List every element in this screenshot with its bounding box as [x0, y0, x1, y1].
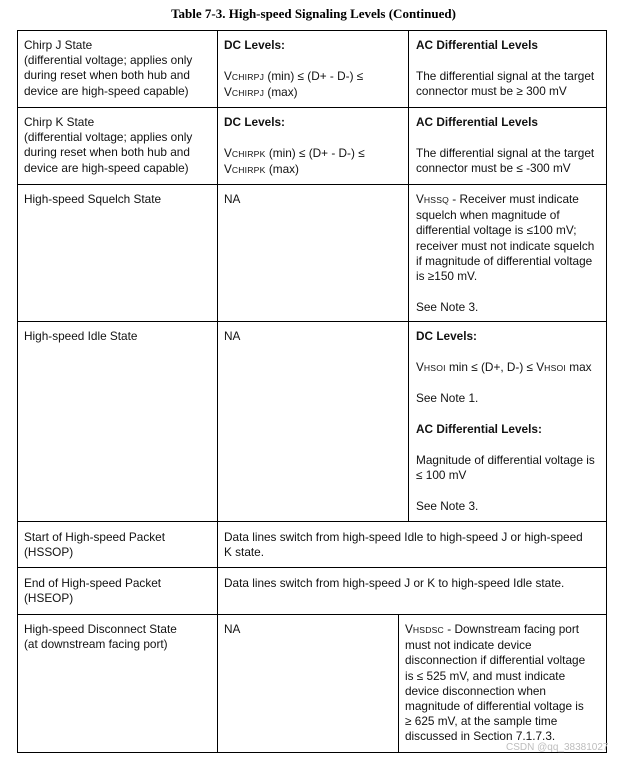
row-divider [17, 614, 607, 615]
column-divider [398, 614, 399, 753]
row-divider [17, 567, 607, 568]
table-title: Table 7-3. High-speed Signaling Levels (Continued) [171, 6, 456, 21]
state-cell-disconnect: High-speed Disconnect State (at downstream facing port) [24, 622, 177, 652]
dc-cell-chirp-k: DC Levels: VCHIRPK (min) ≤ (D+ - D-) ≤ VCHIRPK (max) [224, 115, 365, 176]
state-cell-hssop: Start of High-speed Packet (HSSOP) [24, 530, 165, 560]
state-cell-squelch: High-speed Squelch State [24, 192, 162, 206]
desc-cell-hssop: Data lines switch from high-speed Idle to high-speed J or high-speed K state. [224, 530, 583, 560]
ac-cell-chirp-k: AC Differential Levels The differential signal at the target connector must be ≤ -300 mV [416, 115, 595, 175]
column-divider [217, 30, 218, 753]
row-divider [17, 321, 607, 322]
row-divider [17, 184, 607, 185]
ac-cell-disconnect: VHSDSC - Downstream facing port must not indicate device disconnection if differential voltage is ≤ 525 mV, and must indicate device disconnection when magnitude of differential voltage is ≥ 625 mV, at the sample time discussed in Section 7.1.7.3. [405, 622, 586, 744]
row-divider [17, 107, 607, 108]
state-cell-chirp-j: Chirp J State (differential voltage; applies only during reset when both hub and device are high-speed capable) [24, 38, 193, 98]
dc-cell-squelch: NA [224, 192, 241, 206]
ac-cell-chirp-j: AC Differential Levels The differential signal at the target connector must be ≥ 300 mV [416, 38, 595, 98]
state-cell-idle: High-speed Idle State [24, 329, 138, 343]
row-divider [17, 521, 607, 522]
ac-cell-idle: DC Levels: VHSOI min ≤ (D+, D-) ≤ VHSOI max See Note 1. AC Differential Levels: Magnitude of differential voltage is ≤ 100 mV See Note 3. [416, 329, 595, 513]
dc-cell-idle: NA [224, 329, 241, 343]
state-cell-chirp-k: Chirp K State (differential voltage; applies only during reset when both hub and device are high-speed capable) [24, 115, 193, 175]
desc-cell-hseop: Data lines switch from high-speed J or K to high-speed Idle state. [224, 576, 565, 590]
state-cell-hseop: End of High-speed Packet (HSEOP) [24, 576, 162, 606]
ac-cell-squelch: VHSSQ - Receiver must indicate squelch when magnitude of differential voltage is ≤100 mV; receiver must not indicate squelch if magnitude of differential voltage is ≥150 mV. See Note 3. [416, 192, 595, 314]
column-divider [408, 30, 409, 521]
dc-cell-chirp-j: DC Levels: VCHIRPJ (min) ≤ (D+ - D-) ≤ VCHIRPJ (max) [224, 38, 364, 99]
dc-cell-disconnect: NA [224, 622, 241, 636]
watermark: CSDN @qq_38381027 [506, 742, 609, 753]
